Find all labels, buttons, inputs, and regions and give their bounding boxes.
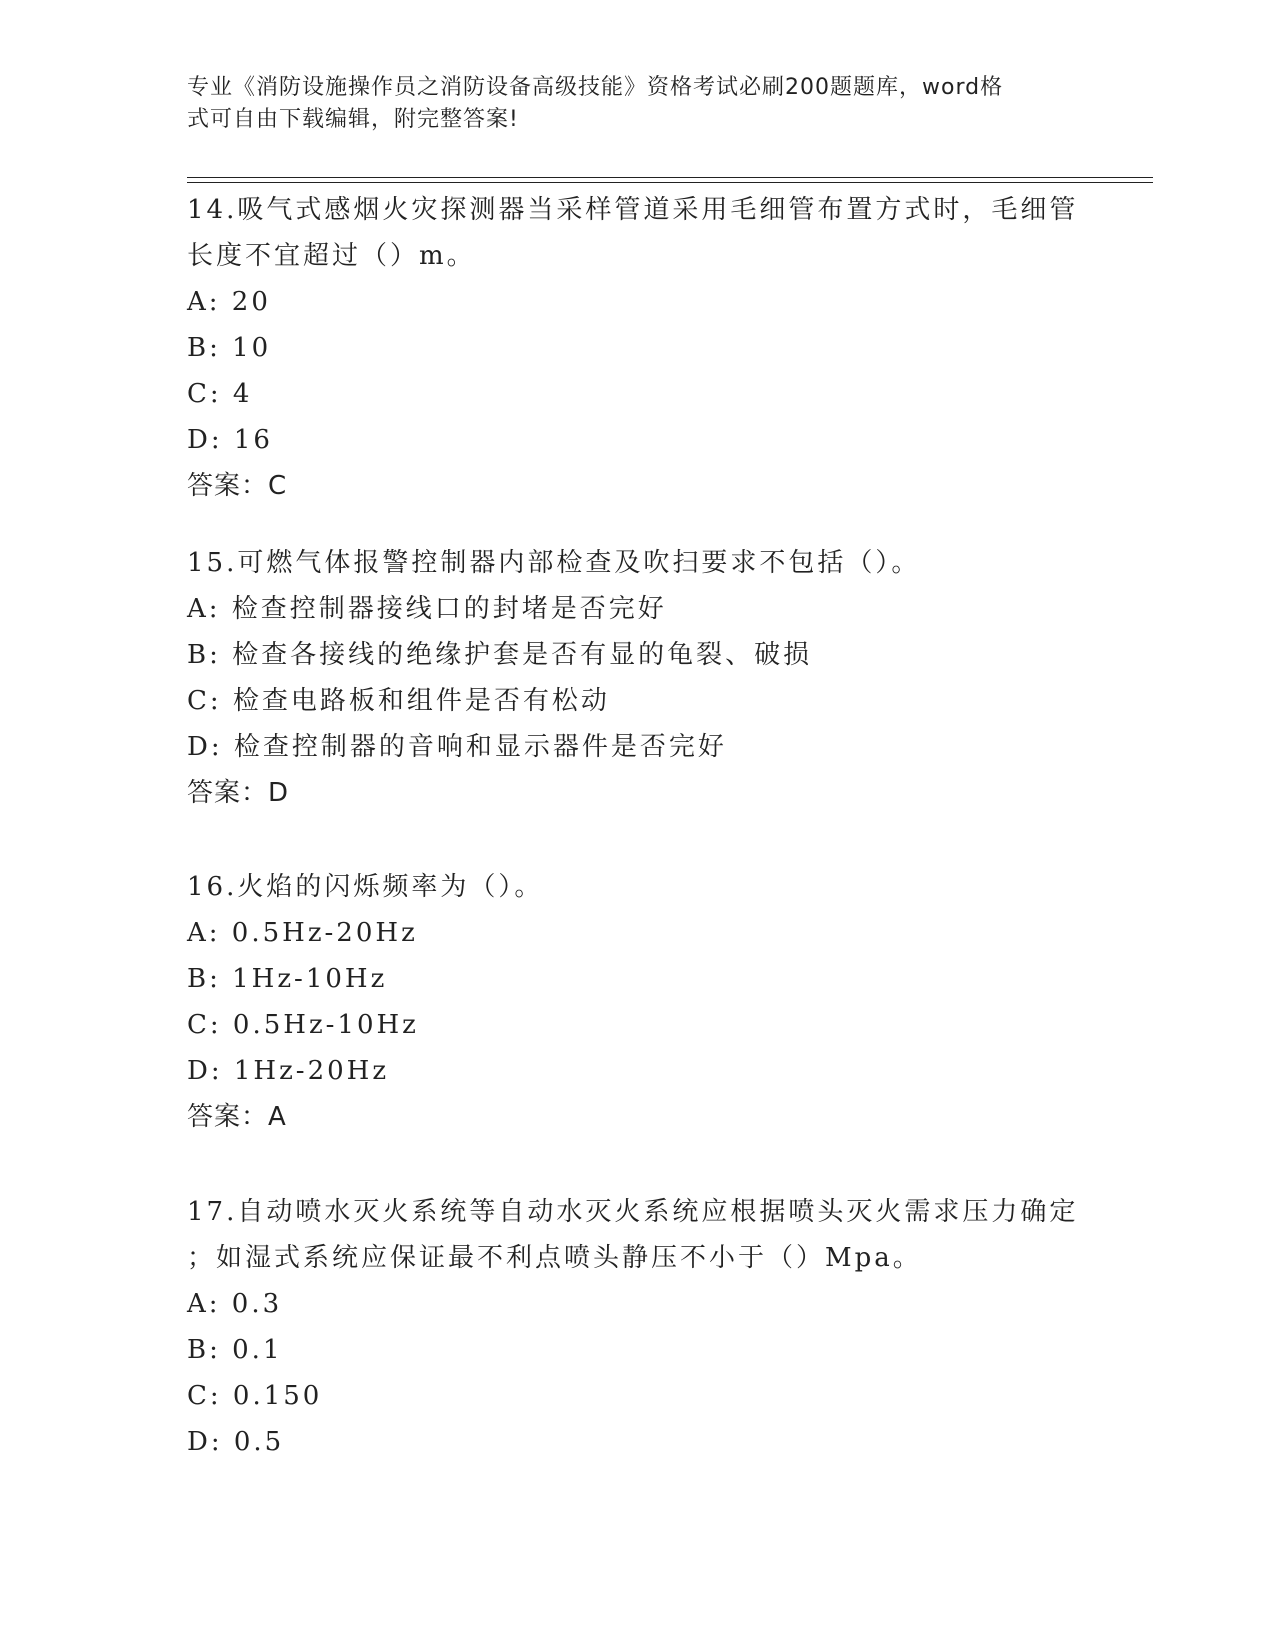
answer-label: 答案：C	[187, 471, 288, 501]
option-c: C: 4	[187, 379, 253, 409]
header-line-2: 式可自由下载编辑，附完整答案!	[187, 107, 519, 132]
question-stem-line: ；如湿式系统应保证最不利点喷头静压不小于（）Mpa。	[187, 1243, 922, 1273]
question-stem-line: 16.火焰的闪烁频率为（）。	[187, 872, 544, 902]
document-header	[187, 72, 1087, 136]
option-c: C: 0.5Hz-10Hz	[187, 1010, 419, 1040]
option-d: D: 0.5	[187, 1427, 285, 1457]
option-c: C: 检查电路板和组件是否有松动	[187, 686, 610, 716]
question-14	[187, 187, 1087, 509]
question-15	[187, 540, 1087, 816]
header-divider-bottom	[187, 182, 1153, 183]
question-stem-line: 17.自动喷水灭火系统等自动水灭火系统应根据喷头灭火需求压力确定	[187, 1197, 1079, 1227]
question-stem-line: 15.可燃气体报警控制器内部检查及吹扫要求不包括（）。	[187, 548, 921, 578]
option-a: A: 检查控制器接线口的封堵是否完好	[187, 594, 667, 624]
question-stem-line: 长度不宜超过（）m。	[187, 241, 476, 271]
option-b: B: 检查各接线的绝缘护套是否有显的龟裂、破损	[187, 640, 813, 670]
answer-label: 答案：A	[187, 1102, 287, 1132]
header-line-1: 专业《消防设施操作员之消防设备高级技能》资格考试必刷200题题库，word格	[187, 75, 1004, 100]
option-b: B: 10	[187, 333, 272, 363]
option-b: B: 1Hz-10Hz	[187, 964, 388, 994]
question-16	[187, 864, 1087, 1140]
answer-label: 答案：D	[187, 778, 290, 808]
option-a: A: 20	[187, 287, 271, 317]
option-b: B: 0.1	[187, 1335, 283, 1365]
header-divider-top	[187, 177, 1153, 178]
option-a: A: 0.3	[187, 1289, 283, 1319]
option-d: D: 检查控制器的音响和显示器件是否完好	[187, 732, 727, 762]
option-a: A: 0.5Hz-20Hz	[187, 918, 418, 948]
option-c: C: 0.150	[187, 1381, 323, 1411]
option-d: D: 1Hz-20Hz	[187, 1056, 390, 1086]
option-d: D: 16	[187, 425, 273, 455]
question-stem-line: 14.吸气式感烟火灾探测器当采样管道采用毛细管布置方式时，毛细管	[187, 195, 1079, 225]
question-17	[187, 1189, 1087, 1465]
